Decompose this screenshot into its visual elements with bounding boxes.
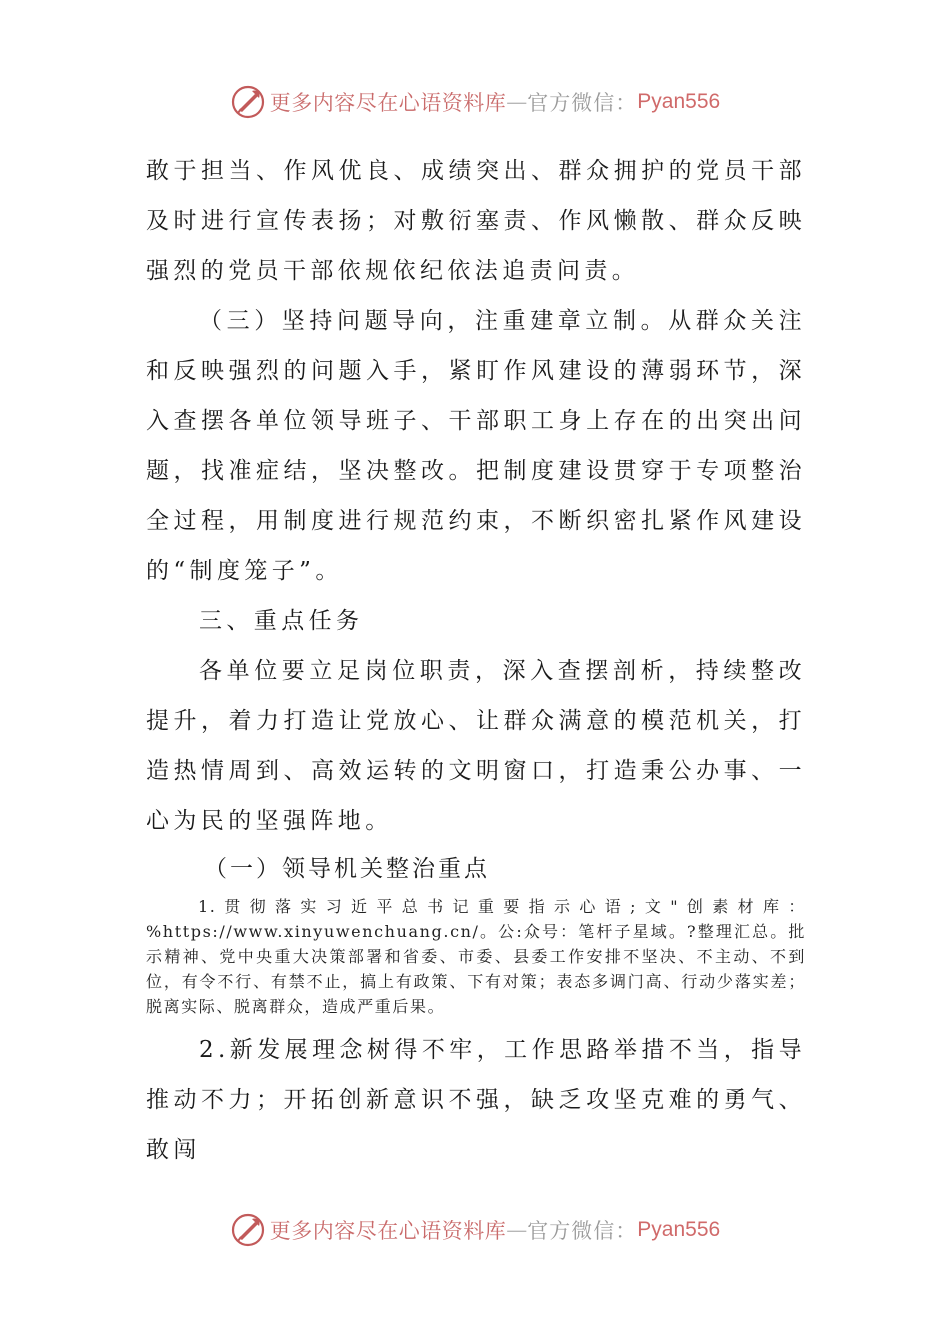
paragraph-commendation: 敢于担当、作风优良、成绩突出、群众拥护的党员干部及时进行宣传表扬；对敷衍塞责、作风懒散、群众反映强烈的党员干部依规依纪依法追责问责。 bbox=[146, 158, 806, 284]
heading-leadership-focus: （一）领导机关整治重点 bbox=[204, 856, 490, 882]
footer-wechat-label: 官方微信： bbox=[527, 1219, 638, 1243]
banner-lead-text: 更多内容尽在心语资料库 bbox=[269, 91, 507, 115]
list-item-1-text: 1.贯彻落实习近平总书记重要指示心语;文"创素材库：%https://www.xinyuwenchuang.cn/。公:众号：笔杆子星域。?整理汇总。批示精神、党中央重大决策部署和省委、市委、县委工作安排不坚决、不主动、不到位，有令不行、有禁不止，搞上有政策、下有对策；表态多调门高、行动少落实差；脱离实际、脱离群众，造成严重后果。 bbox=[146, 897, 806, 1016]
footer-lead-text: 更多内容尽在心语资料库 bbox=[269, 1219, 507, 1243]
footer-banner bbox=[0, 1210, 950, 1250]
document-body bbox=[146, 146, 806, 1175]
list-item-2: 2.新发展理念树得不牢，工作思路举措不当，指导推动不力；开拓创新意识不强，缺乏攻坚克难的勇气、敢闯 bbox=[146, 1037, 806, 1163]
banner-wechat-id: Pyan556 bbox=[637, 90, 721, 113]
quill-pen-logo-icon bbox=[230, 84, 266, 120]
paragraph-problem-oriented: （三）坚持问题导向，注重建章立制。从群众关注和反映强烈的问题入手，紧盯作风建设的薄弱环节，深入查摆各单位领导班子、干部职工身上存在的出突出问题，找准症结，坚决整改。把制度建设贯穿于专项整治全过程，用制度进行规范约束，不断织密扎紧作风建设的“制度笼子”。 bbox=[146, 308, 806, 584]
footer-wechat-id: Pyan556 bbox=[637, 1218, 721, 1241]
header-banner bbox=[0, 82, 950, 122]
banner-wechat-label: 官方微信： bbox=[527, 91, 638, 115]
paragraph-tasks-intro: 各单位要立足岗位职责，深入查摆剖析，持续整改提升，着力打造让党放心、让群众满意的模范机关，打造热情周到、高效运转的文明窗口，打造秉公办事、一心为民的坚强阵地。 bbox=[146, 658, 806, 834]
list-item-1 bbox=[146, 894, 806, 1019]
quill-pen-logo-icon bbox=[230, 1212, 266, 1248]
banner-dash: — bbox=[506, 90, 528, 114]
heading-key-tasks: 三、重点任务 bbox=[199, 608, 364, 634]
footer-dash: — bbox=[506, 1218, 528, 1242]
